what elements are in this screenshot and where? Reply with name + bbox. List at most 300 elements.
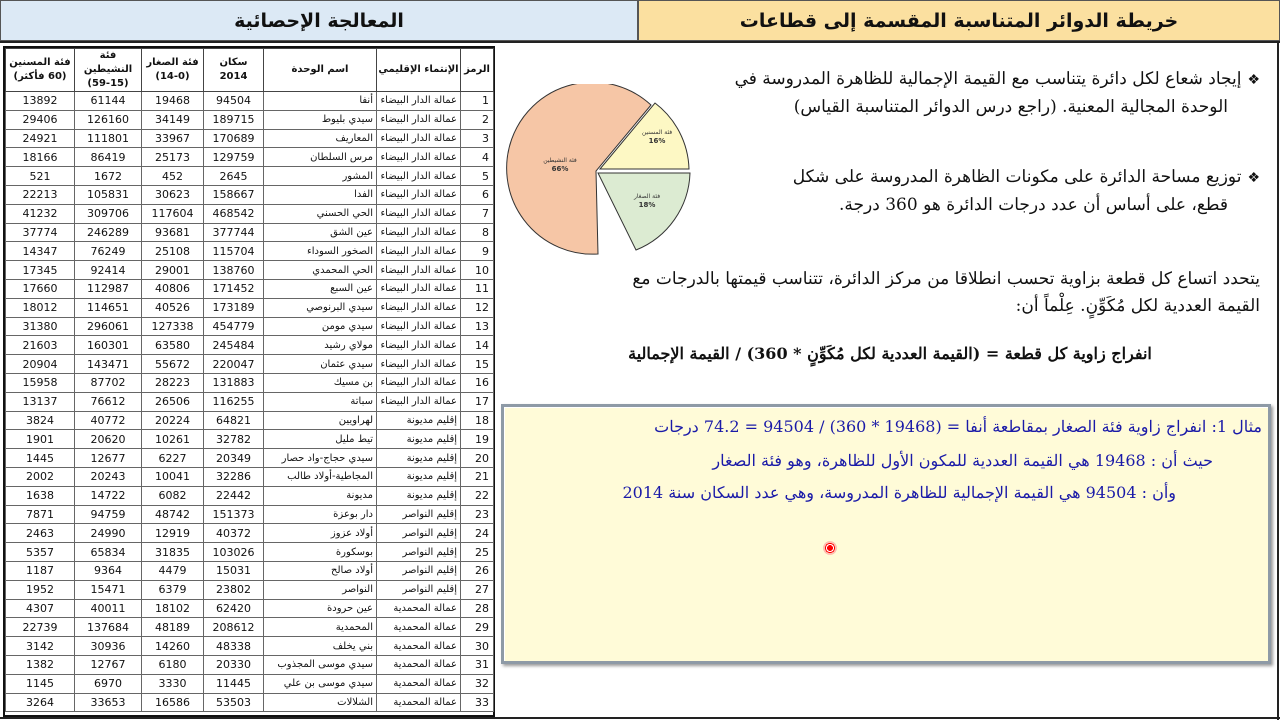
cell-code: 12 bbox=[461, 298, 494, 317]
age-group-pie-chart bbox=[500, 84, 695, 260]
cell-active: 15471 bbox=[75, 580, 142, 599]
cell-pop2014: 170689 bbox=[204, 129, 264, 148]
cell-young: 28223 bbox=[142, 373, 204, 392]
cell-code: 18 bbox=[461, 411, 494, 430]
cell-young: 18102 bbox=[142, 599, 204, 618]
cell-young: 29001 bbox=[142, 261, 204, 280]
cell-active: 1672 bbox=[75, 167, 142, 186]
cell-elderly: 1952 bbox=[6, 580, 75, 599]
cell-elderly: 18012 bbox=[6, 298, 75, 317]
cell-young: 48189 bbox=[142, 618, 204, 637]
column-header-pop2014: سكان 2014 bbox=[204, 49, 264, 92]
cell-elderly: 21603 bbox=[6, 336, 75, 355]
cell-unit: بني يخلف bbox=[264, 637, 377, 656]
table-row bbox=[6, 467, 494, 486]
cell-pop2014: 40372 bbox=[204, 524, 264, 543]
cell-young: 10041 bbox=[142, 467, 204, 486]
cell-code: 28 bbox=[461, 599, 494, 618]
cell-pop2014: 11445 bbox=[204, 674, 264, 693]
cell-code: 25 bbox=[461, 543, 494, 562]
cell-young: 14260 bbox=[142, 637, 204, 656]
table-row bbox=[6, 223, 494, 242]
pie-map-header bbox=[638, 0, 1280, 41]
cell-unit: لهراويين bbox=[264, 411, 377, 430]
cell-young: 6379 bbox=[142, 580, 204, 599]
cell-code: 10 bbox=[461, 261, 494, 280]
cell-elderly: 1638 bbox=[6, 486, 75, 505]
table-row bbox=[6, 148, 494, 167]
cell-young: 6227 bbox=[142, 449, 204, 468]
cell-code: 29 bbox=[461, 618, 494, 637]
table-row bbox=[6, 392, 494, 411]
cell-code: 13 bbox=[461, 317, 494, 336]
cell-young: 6082 bbox=[142, 486, 204, 505]
cell-elderly: 1901 bbox=[6, 430, 75, 449]
cell-region: عمالة المحمدية bbox=[377, 655, 461, 674]
example-line-2: حيث أن : 19468 هي القيمة العددية للمكون الأول للظاهرة، وهو فئة الصغار bbox=[712, 451, 1213, 470]
cell-region: عمالة الدار البيضاء bbox=[377, 279, 461, 298]
cell-pop2014: 20349 bbox=[204, 449, 264, 468]
cell-active: 33653 bbox=[75, 693, 142, 712]
cell-young: 25108 bbox=[142, 242, 204, 261]
cell-elderly: 37774 bbox=[6, 223, 75, 242]
table-row bbox=[6, 411, 494, 430]
cell-code: 17 bbox=[461, 392, 494, 411]
cell-pop2014: 245484 bbox=[204, 336, 264, 355]
cell-young: 19468 bbox=[142, 92, 204, 111]
cell-unit: المعاريف bbox=[264, 129, 377, 148]
cell-code: 7 bbox=[461, 204, 494, 223]
cell-pop2014: 20330 bbox=[204, 655, 264, 674]
cell-active: 114651 bbox=[75, 298, 142, 317]
divider bbox=[1277, 41, 1279, 720]
cell-unit: أنفا bbox=[264, 92, 377, 111]
cell-elderly: 3142 bbox=[6, 637, 75, 656]
angle-formula: انفراج زاوية كل قطعة = (القيمة العددية لكل مُكَوِّنٍ * 360) / القيمة الإجمالية bbox=[628, 344, 1152, 363]
cell-active: 76612 bbox=[75, 392, 142, 411]
cell-elderly: 20904 bbox=[6, 355, 75, 374]
table-row bbox=[6, 674, 494, 693]
bullet-radius bbox=[700, 66, 1260, 121]
cell-code: 19 bbox=[461, 430, 494, 449]
pie-pct-young: 18% bbox=[638, 201, 656, 209]
cell-active: 86419 bbox=[75, 148, 142, 167]
table-row bbox=[6, 204, 494, 223]
cell-region: عمالة المحمدية bbox=[377, 618, 461, 637]
pie-label-active: فئة النشيطين bbox=[543, 157, 577, 164]
cell-code: 33 bbox=[461, 693, 494, 712]
cell-unit: الفدا bbox=[264, 185, 377, 204]
cell-elderly: 22213 bbox=[6, 185, 75, 204]
bullet-text: الوحدة المجالية المعنية. (راجع درس الدوائر المتناسبة القياس) bbox=[793, 97, 1228, 117]
cell-region: عمالة الدار البيضاء bbox=[377, 261, 461, 280]
table-body bbox=[6, 92, 494, 712]
bullet-distribution bbox=[700, 164, 1260, 219]
cell-active: 65834 bbox=[75, 543, 142, 562]
table-row bbox=[6, 505, 494, 524]
cell-unit: عين السبع bbox=[264, 279, 377, 298]
cell-pop2014: 2645 bbox=[204, 167, 264, 186]
table-row bbox=[6, 279, 494, 298]
column-header-code: الرمز bbox=[461, 49, 494, 92]
cell-code: 6 bbox=[461, 185, 494, 204]
cell-pop2014: 173189 bbox=[204, 298, 264, 317]
cell-unit: عين حرودة bbox=[264, 599, 377, 618]
cell-elderly: 24921 bbox=[6, 129, 75, 148]
cell-code: 21 bbox=[461, 467, 494, 486]
table-row bbox=[6, 580, 494, 599]
divider bbox=[0, 41, 1280, 43]
cell-unit: عين الشق bbox=[264, 223, 377, 242]
cell-code: 16 bbox=[461, 373, 494, 392]
example-line-3: وأن : 94504 هي القيمة الإجمالية للظاهرة المدروسة، وهي عدد السكان سنة 2014 bbox=[622, 483, 1176, 502]
cell-region: إقليم مديونة bbox=[377, 486, 461, 505]
paragraph-line: يتحدد اتساع كل قطعة بزاوية تحسب انطلاقا من مركز الدائرة، تتناسب قيمتها بالدرجات مع bbox=[632, 269, 1260, 289]
column-header-region: الإنتماء الإقليمي bbox=[377, 49, 461, 92]
pie-pct-active: 66% bbox=[551, 165, 569, 173]
cell-active: 20243 bbox=[75, 467, 142, 486]
cell-young: 30623 bbox=[142, 185, 204, 204]
cell-young: 127338 bbox=[142, 317, 204, 336]
paragraph-line: القيمة العددية لكل مُكَوِّنٍ. عِلْماً أن: bbox=[1015, 296, 1260, 316]
table-header-row bbox=[6, 49, 494, 92]
cell-region: عمالة الدار البيضاء bbox=[377, 355, 461, 374]
table-row bbox=[6, 167, 494, 186]
cell-active: 30936 bbox=[75, 637, 142, 656]
cell-young: 63580 bbox=[142, 336, 204, 355]
cell-unit: مديونة bbox=[264, 486, 377, 505]
bullet-text: إيجاد شعاع لكل دائرة يتناسب مع القيمة الإجمالية للظاهرة المدروسة في bbox=[734, 69, 1242, 89]
cell-pop2014: 116255 bbox=[204, 392, 264, 411]
cell-region: عمالة الدار البيضاء bbox=[377, 167, 461, 186]
cell-elderly: 13892 bbox=[6, 92, 75, 111]
cell-pop2014: 53503 bbox=[204, 693, 264, 712]
cell-region: إقليم مديونة bbox=[377, 467, 461, 486]
cell-active: 309706 bbox=[75, 204, 142, 223]
cell-code: 27 bbox=[461, 580, 494, 599]
cell-young: 20224 bbox=[142, 411, 204, 430]
cell-code: 2 bbox=[461, 110, 494, 129]
cell-unit: سيدي عثمان bbox=[264, 355, 377, 374]
table-row bbox=[6, 618, 494, 637]
cell-code: 15 bbox=[461, 355, 494, 374]
cell-elderly: 1445 bbox=[6, 449, 75, 468]
cell-region: عمالة الدار البيضاء bbox=[377, 392, 461, 411]
cell-unit: سيدي حجاج-واد حصار bbox=[264, 449, 377, 468]
cell-code: 1 bbox=[461, 92, 494, 111]
cell-unit: سباتة bbox=[264, 392, 377, 411]
cell-unit: أولاد عزوز bbox=[264, 524, 377, 543]
cell-unit: سيدي بليوط bbox=[264, 110, 377, 129]
cell-active: 92414 bbox=[75, 261, 142, 280]
cell-unit: تيط مليل bbox=[264, 430, 377, 449]
cell-elderly: 5357 bbox=[6, 543, 75, 562]
table-row bbox=[6, 430, 494, 449]
table-row bbox=[6, 543, 494, 562]
table-row bbox=[6, 655, 494, 674]
cell-unit: المشور bbox=[264, 167, 377, 186]
pie-slice-young bbox=[598, 173, 690, 250]
cell-active: 12767 bbox=[75, 655, 142, 674]
table-row bbox=[6, 317, 494, 336]
cell-active: 105831 bbox=[75, 185, 142, 204]
cell-active: 24990 bbox=[75, 524, 142, 543]
cell-region: إقليم مديونة bbox=[377, 430, 461, 449]
cell-unit: الحي الحسني bbox=[264, 204, 377, 223]
cell-code: 32 bbox=[461, 674, 494, 693]
cell-elderly: 521 bbox=[6, 167, 75, 186]
cell-region: إقليم مديونة bbox=[377, 411, 461, 430]
cell-young: 26506 bbox=[142, 392, 204, 411]
column-header-young: فئة الصغار (0-14) bbox=[142, 49, 204, 92]
cell-elderly: 2002 bbox=[6, 467, 75, 486]
cell-elderly: 1187 bbox=[6, 561, 75, 580]
table-row bbox=[6, 261, 494, 280]
cell-region: عمالة المحمدية bbox=[377, 674, 461, 693]
cell-elderly: 1382 bbox=[6, 655, 75, 674]
cell-pop2014: 48338 bbox=[204, 637, 264, 656]
cell-unit: دار بوعزة bbox=[264, 505, 377, 524]
cell-active: 40011 bbox=[75, 599, 142, 618]
cell-unit: المحمدية bbox=[264, 618, 377, 637]
cell-pop2014: 377744 bbox=[204, 223, 264, 242]
cell-active: 61144 bbox=[75, 92, 142, 111]
table-row bbox=[6, 599, 494, 618]
cell-unit: مولاي رشيد bbox=[264, 336, 377, 355]
cell-elderly: 18166 bbox=[6, 148, 75, 167]
cell-elderly: 31380 bbox=[6, 317, 75, 336]
table-row bbox=[6, 92, 494, 111]
table-row bbox=[6, 110, 494, 129]
statistical-processing-header bbox=[0, 0, 638, 41]
column-header-active: فئة النشيطين (15-59) bbox=[75, 49, 142, 92]
cell-active: 137684 bbox=[75, 618, 142, 637]
cell-unit: سيدي موسى المجذوب bbox=[264, 655, 377, 674]
cell-region: عمالة المحمدية bbox=[377, 693, 461, 712]
header-title: خريطة الدوائر المتناسبة المقسمة إلى قطاعات bbox=[739, 9, 1179, 32]
cell-young: 31835 bbox=[142, 543, 204, 562]
cell-young: 33967 bbox=[142, 129, 204, 148]
cell-code: 8 bbox=[461, 223, 494, 242]
table-row bbox=[6, 637, 494, 656]
cell-code: 9 bbox=[461, 242, 494, 261]
table-row bbox=[6, 561, 494, 580]
cell-active: 160301 bbox=[75, 336, 142, 355]
cell-code: 31 bbox=[461, 655, 494, 674]
cell-young: 3330 bbox=[142, 674, 204, 693]
cell-young: 25173 bbox=[142, 148, 204, 167]
cell-region: إقليم النواصر bbox=[377, 543, 461, 562]
cell-code: 20 bbox=[461, 449, 494, 468]
cell-pop2014: 32286 bbox=[204, 467, 264, 486]
cell-unit: النواصر bbox=[264, 580, 377, 599]
cell-unit: المجاطية-أولاد طالب bbox=[264, 467, 377, 486]
cell-region: عمالة الدار البيضاء bbox=[377, 110, 461, 129]
cell-region: عمالة الدار البيضاء bbox=[377, 185, 461, 204]
cell-pop2014: 454779 bbox=[204, 317, 264, 336]
cell-region: عمالة الدار البيضاء bbox=[377, 317, 461, 336]
cell-active: 14722 bbox=[75, 486, 142, 505]
population-table bbox=[3, 46, 495, 717]
cell-unit: سيدي مومن bbox=[264, 317, 377, 336]
cell-region: عمالة الدار البيضاء bbox=[377, 129, 461, 148]
cell-young: 40526 bbox=[142, 298, 204, 317]
table-row bbox=[6, 449, 494, 468]
cell-code: 24 bbox=[461, 524, 494, 543]
cell-elderly: 13137 bbox=[6, 392, 75, 411]
cell-code: 22 bbox=[461, 486, 494, 505]
cell-young: 117604 bbox=[142, 204, 204, 223]
cell-unit: الحي المحمدي bbox=[264, 261, 377, 280]
divider bbox=[0, 717, 1280, 719]
table-row bbox=[6, 185, 494, 204]
cell-code: 4 bbox=[461, 148, 494, 167]
table-row bbox=[6, 298, 494, 317]
cell-pop2014: 151373 bbox=[204, 505, 264, 524]
cell-elderly: 22739 bbox=[6, 618, 75, 637]
cell-region: عمالة الدار البيضاء bbox=[377, 242, 461, 261]
cell-code: 14 bbox=[461, 336, 494, 355]
cell-code: 3 bbox=[461, 129, 494, 148]
cell-active: 87702 bbox=[75, 373, 142, 392]
cell-unit: الشلالات bbox=[264, 693, 377, 712]
cell-region: عمالة الدار البيضاء bbox=[377, 373, 461, 392]
cell-young: 34149 bbox=[142, 110, 204, 129]
table-row bbox=[6, 486, 494, 505]
table-row bbox=[6, 373, 494, 392]
table-row bbox=[6, 355, 494, 374]
cell-elderly: 29406 bbox=[6, 110, 75, 129]
cell-young: 48742 bbox=[142, 505, 204, 524]
cell-pop2014: 171452 bbox=[204, 279, 264, 298]
cell-elderly: 1145 bbox=[6, 674, 75, 693]
cell-code: 5 bbox=[461, 167, 494, 186]
cell-elderly: 4307 bbox=[6, 599, 75, 618]
cell-pop2014: 208612 bbox=[204, 618, 264, 637]
cell-elderly: 41232 bbox=[6, 204, 75, 223]
example-box bbox=[501, 404, 1271, 664]
cell-pop2014: 23802 bbox=[204, 580, 264, 599]
cell-code: 11 bbox=[461, 279, 494, 298]
cell-young: 6180 bbox=[142, 655, 204, 674]
table-row bbox=[6, 336, 494, 355]
cell-young: 16586 bbox=[142, 693, 204, 712]
cell-region: عمالة الدار البيضاء bbox=[377, 148, 461, 167]
cell-unit: سيدي البرنوصي bbox=[264, 298, 377, 317]
cell-code: 30 bbox=[461, 637, 494, 656]
cell-region: عمالة الدار البيضاء bbox=[377, 298, 461, 317]
cell-region: عمالة الدار البيضاء bbox=[377, 92, 461, 111]
cell-pop2014: 62420 bbox=[204, 599, 264, 618]
cell-pop2014: 32782 bbox=[204, 430, 264, 449]
cell-active: 111801 bbox=[75, 129, 142, 148]
bullet-text: قطع، على أساس أن عدد درجات الدائرة هو 360 درجة. bbox=[839, 195, 1228, 215]
cell-region: إقليم النواصر bbox=[377, 524, 461, 543]
cell-pop2014: 103026 bbox=[204, 543, 264, 562]
cell-young: 10261 bbox=[142, 430, 204, 449]
mouse-cursor-indicator bbox=[823, 541, 837, 555]
pie-label-elderly: فئة المسنين bbox=[641, 129, 673, 136]
cell-elderly: 15958 bbox=[6, 373, 75, 392]
cell-active: 143471 bbox=[75, 355, 142, 374]
cell-young: 93681 bbox=[142, 223, 204, 242]
cell-active: 12677 bbox=[75, 449, 142, 468]
cell-pop2014: 115704 bbox=[204, 242, 264, 261]
table-row bbox=[6, 693, 494, 712]
bullet-text: توزيع مساحة الدائرة على مكونات الظاهرة المدروسة على شكل bbox=[792, 167, 1242, 187]
cell-elderly: 7871 bbox=[6, 505, 75, 524]
cell-code: 26 bbox=[461, 561, 494, 580]
cell-active: 246289 bbox=[75, 223, 142, 242]
cell-elderly: 3264 bbox=[6, 693, 75, 712]
cell-young: 55672 bbox=[142, 355, 204, 374]
cell-active: 296061 bbox=[75, 317, 142, 336]
cell-pop2014: 64821 bbox=[204, 411, 264, 430]
cell-unit: مرس السلطان bbox=[264, 148, 377, 167]
cell-active: 6970 bbox=[75, 674, 142, 693]
cell-region: عمالة الدار البيضاء bbox=[377, 204, 461, 223]
cell-region: عمالة الدار البيضاء bbox=[377, 336, 461, 355]
table-row bbox=[6, 242, 494, 261]
cell-region: إقليم النواصر bbox=[377, 505, 461, 524]
cell-active: 9364 bbox=[75, 561, 142, 580]
cell-region: إقليم النواصر bbox=[377, 561, 461, 580]
table-row bbox=[6, 524, 494, 543]
cell-young: 40806 bbox=[142, 279, 204, 298]
cell-active: 94759 bbox=[75, 505, 142, 524]
column-header-elderly: فئة المسنين (60 فأكثر) bbox=[6, 49, 75, 92]
cell-unit: الصخور السوداء bbox=[264, 242, 377, 261]
cell-pop2014: 22442 bbox=[204, 486, 264, 505]
cell-pop2014: 189715 bbox=[204, 110, 264, 129]
cell-region: إقليم النواصر bbox=[377, 580, 461, 599]
cell-elderly: 17345 bbox=[6, 261, 75, 280]
angle-explanation bbox=[500, 266, 1260, 320]
header-title: المعالجة الإحصائية bbox=[234, 9, 404, 32]
cell-active: 76249 bbox=[75, 242, 142, 261]
cell-pop2014: 129759 bbox=[204, 148, 264, 167]
bullet-icon: ❖ bbox=[1247, 72, 1260, 88]
table-row bbox=[6, 129, 494, 148]
cell-young: 12919 bbox=[142, 524, 204, 543]
cell-code: 23 bbox=[461, 505, 494, 524]
column-header-unit: اسم الوحدة bbox=[264, 49, 377, 92]
cell-pop2014: 138760 bbox=[204, 261, 264, 280]
cell-elderly: 3824 bbox=[6, 411, 75, 430]
cell-unit: بن مسيك bbox=[264, 373, 377, 392]
cell-unit: أولاد صالح bbox=[264, 561, 377, 580]
cell-unit: سيدي موسى بن علي bbox=[264, 674, 377, 693]
cell-pop2014: 94504 bbox=[204, 92, 264, 111]
cell-elderly: 2463 bbox=[6, 524, 75, 543]
cell-pop2014: 158667 bbox=[204, 185, 264, 204]
cell-young: 452 bbox=[142, 167, 204, 186]
cell-active: 112987 bbox=[75, 279, 142, 298]
cell-active: 40772 bbox=[75, 411, 142, 430]
pie-label-young: فئة الصغار bbox=[633, 193, 661, 200]
example-line-1: مثال 1: انفراج زاوية فئة الصغار بمقاطعة أنفا = (19468 * 360) / 94504 = 74.2 درجات bbox=[654, 417, 1262, 436]
cell-region: عمالة الدار البيضاء bbox=[377, 223, 461, 242]
cell-unit: بوسكورة bbox=[264, 543, 377, 562]
cell-pop2014: 220047 bbox=[204, 355, 264, 374]
bullet-icon: ❖ bbox=[1247, 170, 1260, 186]
cell-region: إقليم مديونة bbox=[377, 449, 461, 468]
cell-elderly: 17660 bbox=[6, 279, 75, 298]
cell-pop2014: 131883 bbox=[204, 373, 264, 392]
cell-pop2014: 468542 bbox=[204, 204, 264, 223]
cell-pop2014: 15031 bbox=[204, 561, 264, 580]
cell-active: 126160 bbox=[75, 110, 142, 129]
